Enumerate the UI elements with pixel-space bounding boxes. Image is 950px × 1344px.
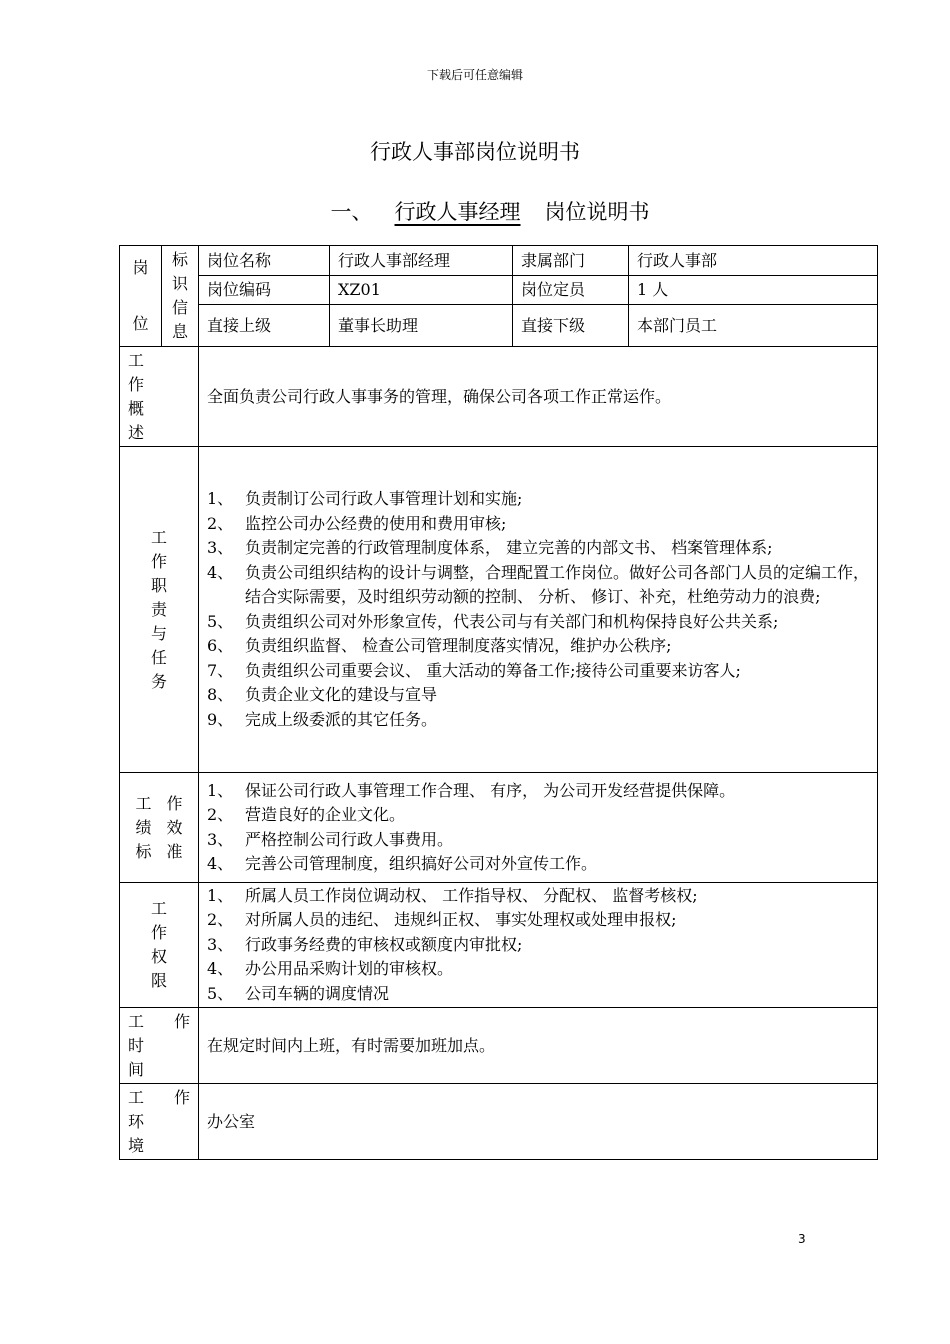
list-item	[207, 708, 869, 733]
identity-info-label: 标识信息	[162, 246, 199, 347]
page-number: 3	[798, 1232, 806, 1246]
item-number: 3、	[207, 538, 234, 557]
list-item	[207, 957, 869, 982]
list-item	[207, 933, 869, 958]
overview-text: 全面负责公司行政人事事务的管理，确保公司各项工作正常运作。	[199, 347, 878, 447]
list-item	[207, 908, 869, 933]
work-environment-text: 办公室	[199, 1084, 878, 1160]
item-number: 1、	[207, 780, 234, 800]
item-number: 2、	[207, 513, 234, 533]
list-item	[207, 884, 869, 909]
position-label-top: 岗	[132, 258, 149, 277]
job-description-table	[119, 245, 878, 1160]
field-value: 本部门员工	[629, 305, 878, 347]
position-group-label	[120, 246, 162, 347]
list-item	[207, 683, 869, 708]
item-number: 4、	[207, 562, 234, 582]
section-suffix: 岗位说明书	[544, 200, 650, 224]
field-value: 行政人事部经理	[330, 246, 513, 276]
authority-label: 工作权限	[120, 883, 199, 1008]
item-text: 行政事务经费的审核权或额度内审批权;	[245, 934, 523, 954]
item-text: 监控公司办公经费的使用和费用审核;	[245, 513, 507, 533]
item-number: 3、	[207, 829, 234, 849]
item-text: 负责公司组织结构的设计与调整，合理配置工作岗位。做好公司各部门人员的定编工作，结合实际需要，及时组织劳动额的控制、 分析、 修订、补充，杜绝劳动力的浪费;	[245, 562, 870, 606]
item-text: 营造良好的企业文化。	[245, 805, 406, 824]
item-number: 7、	[207, 660, 234, 680]
item-number: 6、	[207, 636, 234, 655]
item-text: 严格控制公司行政人事费用。	[245, 829, 454, 849]
item-text: 完成上级委派的其它任务。	[245, 709, 438, 729]
item-number: 4、	[207, 959, 234, 979]
document-title: 行政人事部岗位说明书	[370, 140, 580, 164]
item-number: 4、	[207, 854, 234, 873]
item-text: 保证公司行政人事管理工作合理、 有序， 为公司开发经营提供保障。	[245, 780, 736, 800]
authority-list	[207, 884, 869, 1007]
field-value: XZ01	[330, 276, 513, 305]
field-label: 隶属部门	[513, 246, 629, 276]
list-item	[207, 561, 869, 610]
field-label: 直接上级	[199, 305, 330, 347]
list-item	[207, 536, 869, 561]
item-number: 3、	[207, 934, 234, 954]
item-text: 负责制定完善的行政管理制度体系， 建立完善的内部文书、 档案管理体系;	[245, 538, 773, 557]
item-text: 所属人员工作岗位调动权、 工作指导权、 分配权、 监督考核权;	[245, 885, 698, 905]
item-number: 9、	[207, 709, 234, 729]
position-label-bottom: 位	[132, 314, 149, 333]
section-position-name: 行政人事经理	[394, 200, 521, 224]
item-text: 完善公司管理制度，组织搞好公司对外宣传工作。	[245, 854, 598, 873]
item-text: 负责制订公司行政人事管理计划和实施;	[245, 489, 523, 508]
duties-content	[199, 447, 878, 773]
duties-label: 工作职责与任务	[120, 447, 199, 773]
authority-content	[199, 883, 878, 1008]
list-item	[207, 779, 869, 804]
item-number: 1、	[207, 489, 234, 508]
overview-label: 工作概述	[120, 347, 199, 447]
field-value: 1 人	[629, 276, 878, 305]
item-number: 2、	[207, 910, 234, 930]
item-text: 负责组织公司重要会议、 重大活动的筹备工作;接待公司重要来访客人;	[245, 660, 741, 680]
performance-list	[207, 779, 869, 877]
item-number: 5、	[207, 611, 234, 631]
list-item	[207, 659, 869, 684]
list-item	[207, 828, 869, 853]
work-environment-label: 工 作 环境	[120, 1084, 199, 1160]
item-text: 负责组织公司对外形象宣传，代表公司与有关部门和机构保持良好公共关系;	[245, 611, 779, 631]
duties-list	[207, 487, 869, 732]
field-label: 岗位定员	[513, 276, 629, 305]
list-item	[207, 852, 869, 877]
work-time-label: 工 作 时间	[120, 1008, 199, 1084]
item-text: 办公用品采购计划的审核权。	[245, 959, 454, 979]
field-label: 直接下级	[513, 305, 629, 347]
item-text: 对所属人员的违纪、 违规纠正权、 事实处理权或处理申报权;	[245, 910, 677, 930]
list-item	[207, 982, 869, 1007]
section-number: 一、	[330, 200, 373, 224]
field-label: 岗位名称	[199, 246, 330, 276]
item-number: 2、	[207, 805, 234, 824]
section-title	[0, 196, 950, 226]
list-item	[207, 803, 869, 828]
performance-content	[199, 773, 878, 883]
list-item	[207, 512, 869, 537]
field-value: 董事长助理	[330, 305, 513, 347]
item-number: 8、	[207, 685, 234, 704]
field-label: 岗位编码	[199, 276, 330, 305]
list-item	[207, 610, 869, 635]
list-item	[207, 487, 869, 512]
item-text: 负责组织监督、 检查公司管理制度落实情况，维护办公秩序;	[245, 636, 672, 655]
work-time-text: 在规定时间内上班，有时需要加班加点。	[199, 1008, 878, 1084]
header-note: 下载后可任意编辑	[426, 68, 523, 82]
item-number: 5、	[207, 983, 234, 1003]
item-number: 1、	[207, 885, 234, 905]
item-text: 公司车辆的调度情况	[245, 983, 390, 1003]
item-text: 负责企业文化的建设与宣导	[245, 685, 438, 704]
field-value: 行政人事部	[629, 246, 878, 276]
performance-label: 工绩标 作效准	[120, 773, 199, 883]
list-item	[207, 634, 869, 659]
